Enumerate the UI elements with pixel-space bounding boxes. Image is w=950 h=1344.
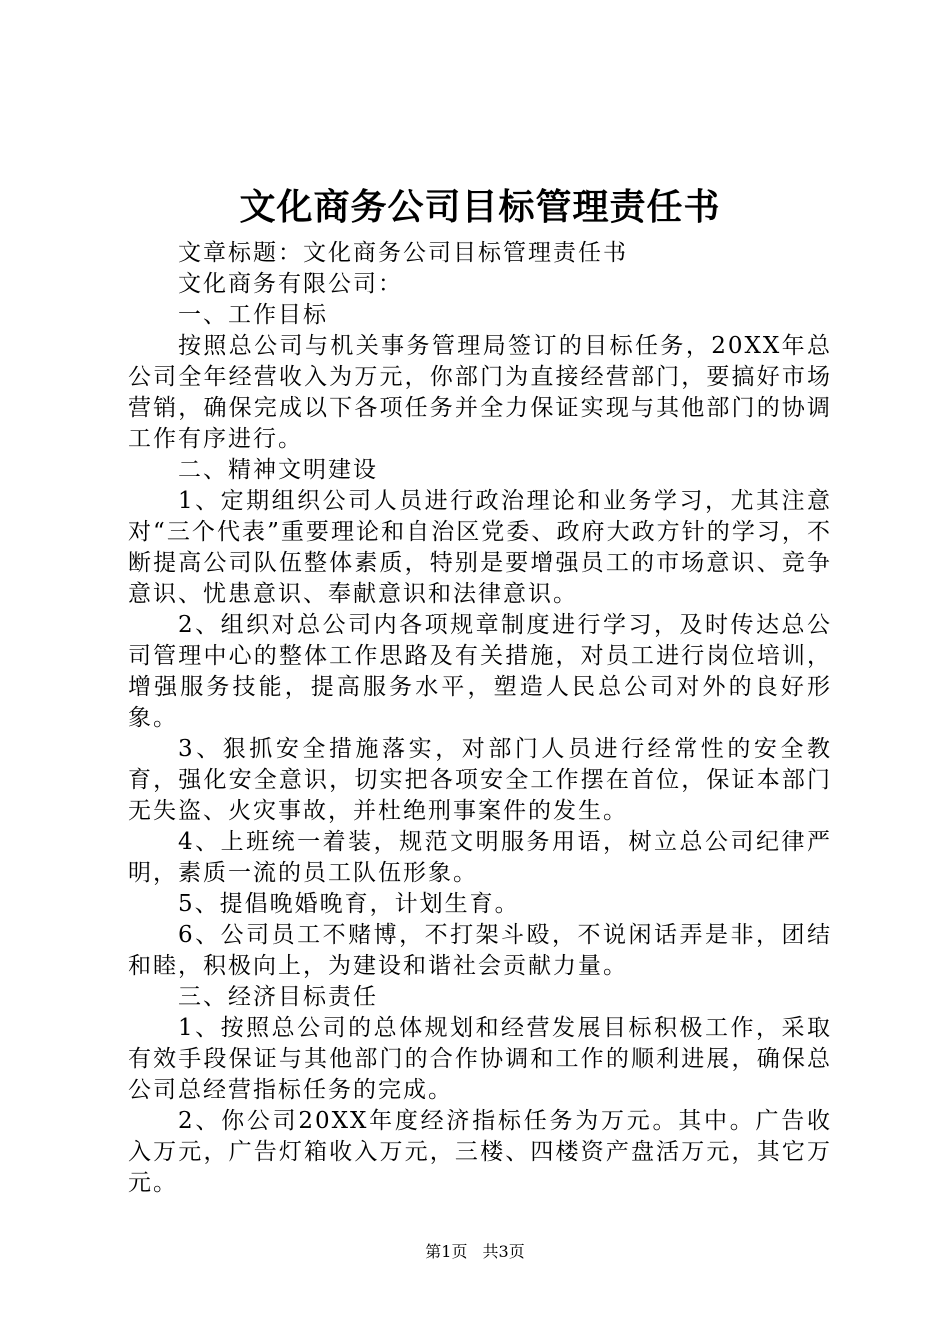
section-heading-work-goals: 一、工作目标 xyxy=(178,302,328,328)
document-page xyxy=(128,178,832,1199)
document-title: 文化商务公司目标管理责任书 xyxy=(239,187,721,228)
document-body xyxy=(128,238,832,1199)
paragraph: 1、定期组织公司人员进行政治理论和业务学习，尤其注意对“三个代表”重要理论和自治区党委、政府大政方针的学习，不断提高公司队伍整体素质，特别是要增强员工的市场意识、竞争意识、忧患意识、奉献意识和法律意识。 xyxy=(128,488,832,607)
paragraph: 6、公司员工不赌博，不打架斗殴，不说闲话弄是非，团结和睦，积极向上，为建设和谐社会贡献力量。 xyxy=(128,922,832,979)
paragraph: 2、组织对总公司内各项规章制度进行学习，及时传达总公司管理中心的整体工作思路及有关措施，对员工进行岗位培训，增强服务技能，提高服务水平，塑造人民总公司对外的良好形象。 xyxy=(128,612,832,731)
paragraph-addressee: 文化商务有限公司： xyxy=(178,271,403,297)
paragraph: 5、提倡晚婚晚育，计划生育。 xyxy=(178,891,520,917)
section-heading-economic-targets: 三、经济目标责任 xyxy=(178,984,378,1010)
paragraph: 3、狠抓安全措施落实，对部门人员进行经常性的安全教育，强化安全意识，切实把各项安全工作摆在首位，保证本部门无失盗、火灾事故，并杜绝刑事案件的发生。 xyxy=(128,736,832,824)
paragraph: 按照总公司与机关事务管理局签订的目标任务，20XX年总公司全年经营收入为万元，你部门为直接经营部门，要搞好市场营销，确保完成以下各项任务并全力保证实现与其他部门的协调工作有序进行。 xyxy=(128,333,832,452)
page-number-current: 第1页 xyxy=(425,1242,468,1261)
page-number-total: 共3页 xyxy=(482,1242,525,1261)
paragraph: 2、你公司20XX年度经济指标任务为万元。其中。广告收入万元，广告灯箱收入万元，三楼、四楼资产盘活万元，其它万元。 xyxy=(128,1108,832,1196)
paragraph: 4、上班统一着装，规范文明服务用语，树立总公司纪律严明，素质一流的员工队伍形象。 xyxy=(128,829,832,886)
section-heading-spiritual-civilization: 二、精神文明建设 xyxy=(178,457,378,483)
paragraph: 1、按照总公司的总体规划和经营发展目标积极工作，采取有效手段保证与其他部门的合作协调和工作的顺利进展，确保总公司总经营指标任务的完成。 xyxy=(128,1015,832,1103)
page-footer xyxy=(0,1242,950,1262)
paragraph-article-title: 文章标题：文化商务公司目标管理责任书 xyxy=(178,240,628,266)
